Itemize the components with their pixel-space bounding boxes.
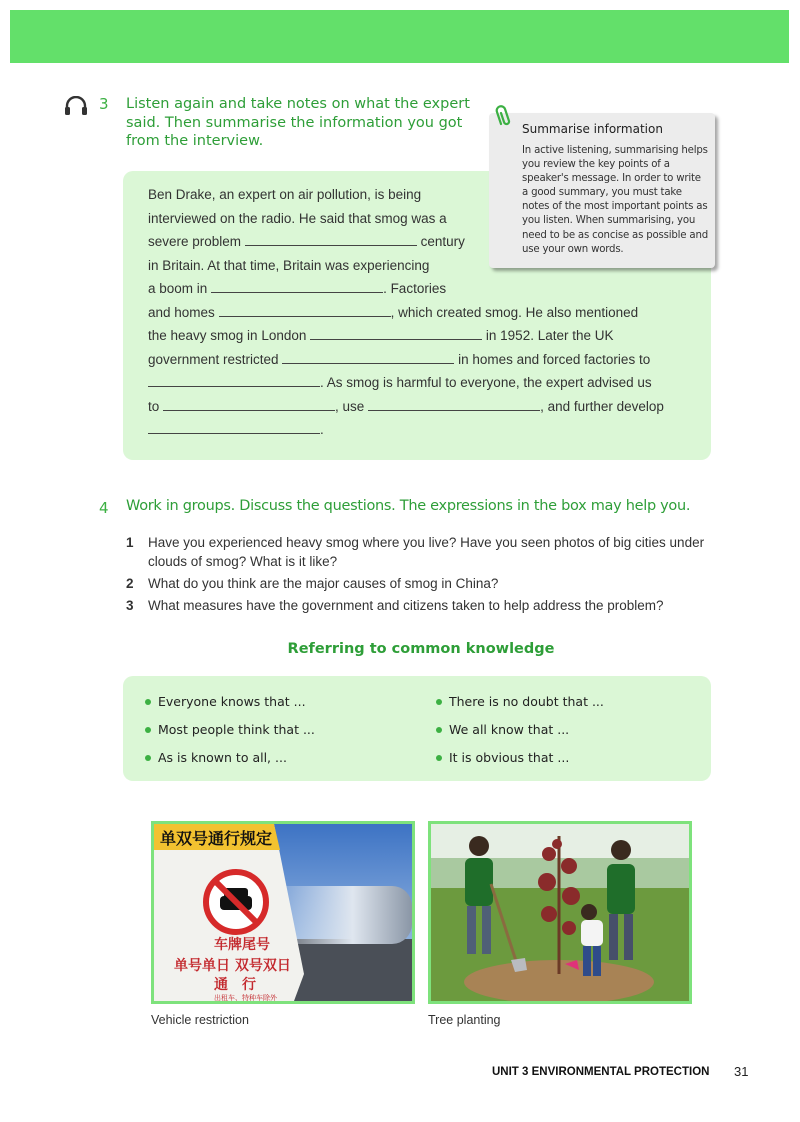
top-color-band: [10, 10, 789, 63]
paragraph-text: in 1952. Later the UK: [485, 328, 614, 343]
tip-body: In active listening, summarising helps you review the key points of a speaker's message. In order to write a good summary, you must take notes of the most important points as you listen. When summarising, you need to be as concise as possible and use your own words.: [522, 145, 708, 255]
question-number: 1: [126, 535, 134, 550]
question-number: 3: [126, 598, 134, 613]
bullet-icon: [145, 727, 151, 733]
paragraph-line: interviewed on the radio. He said that smog was a: [148, 210, 447, 226]
question-text: What measures have the government and citizens taken to help address the problem?: [148, 598, 664, 613]
expression-item: We all know that ...: [436, 722, 569, 737]
expression-item: There is no doubt that ...: [436, 694, 604, 709]
paragraph-text: government restricted: [148, 351, 279, 367]
expression-item: As is known to all, ...: [145, 750, 287, 765]
bullet-icon: [436, 755, 442, 761]
paragraph-text: and homes: [148, 304, 215, 320]
paragraph-text: . As smog is harmful to everyone, the expert advised us: [320, 375, 652, 390]
exercise-4-instruction: Work in groups. Discuss the questions. The expressions in the box may help you.: [126, 498, 691, 514]
bullet-icon: [436, 699, 442, 705]
tip-title: Summarise information: [522, 122, 663, 136]
expression-item: Most people think that ...: [145, 722, 315, 737]
sign-line-text: 车牌尾号: [214, 937, 270, 953]
question-text: Have you experienced heavy smog where you live? Have you seen photos of big cities under clouds of smog? What is it like?: [148, 535, 705, 569]
footer-unit-title: UNIT 3 ENVIRONMENTAL PROTECTION: [492, 1066, 710, 1078]
tip-note: [489, 113, 715, 268]
vehicle-restriction-photo: [151, 821, 415, 1004]
answer-blank[interactable]: [245, 231, 417, 246]
question-item: [126, 533, 718, 571]
paragraph-text: a boom in: [148, 281, 208, 296]
exercise-3-instruction: Listen again and take notes on what the expert said. Then summarise the information you got from the interview.: [126, 96, 470, 149]
paragraph-line: Ben Drake, an expert on air pollution, is being: [148, 187, 422, 202]
tree-planting-photo: [428, 821, 692, 1004]
question-item: [126, 596, 718, 615]
bullet-icon: [145, 699, 151, 705]
answer-blank[interactable]: [148, 372, 320, 387]
question-text: What do you think are the major causes of smog in China?: [148, 576, 499, 591]
expression-item: It is obvious that ...: [436, 750, 569, 765]
sign-line-text: 出租车、特种车除外: [214, 994, 277, 1001]
answer-blank[interactable]: [148, 419, 320, 434]
sign-line-text: 单号单日 双号双日: [174, 958, 291, 974]
paragraph-text: severe problem: [148, 234, 242, 249]
page-number: 31: [734, 1064, 749, 1079]
paragraph-text: to: [148, 398, 160, 414]
sign-line-text: 通 行: [214, 977, 256, 993]
paragraph-text: , and further develop: [540, 398, 664, 414]
answer-blank[interactable]: [310, 325, 482, 340]
expression-item: Everyone knows that ...: [145, 694, 306, 709]
photo-caption: Tree planting: [428, 1013, 501, 1027]
paragraph-text: in homes and forced factories to: [458, 351, 651, 367]
paperclip-icon: [494, 104, 514, 128]
exercise-3-number: 3: [99, 95, 109, 113]
paragraph-line: in Britain. At that time, Britain was experiencing: [148, 257, 430, 273]
paragraph-text: century: [420, 234, 465, 249]
sign-title-text: 单双号通行规定: [160, 829, 273, 848]
headphones-icon: [64, 96, 88, 116]
paragraph-text: the heavy smog in London: [148, 328, 307, 343]
expressions-title: Referring to common knowledge: [287, 641, 555, 657]
answer-blank[interactable]: [219, 302, 391, 317]
paragraph-text: . Factories: [383, 281, 447, 296]
paragraph-text: , use: [335, 398, 365, 414]
paragraph-text: .: [320, 422, 324, 437]
photo-caption: Vehicle restriction: [151, 1013, 249, 1027]
question-number: 2: [126, 576, 134, 591]
exercise-4-number: 4: [99, 499, 109, 517]
answer-blank[interactable]: [282, 349, 454, 364]
answer-blank[interactable]: [163, 396, 335, 411]
paragraph-text: , which created smog. He also mentioned: [390, 304, 639, 320]
answer-blank[interactable]: [368, 396, 540, 411]
bullet-icon: [145, 755, 151, 761]
answer-blank[interactable]: [211, 278, 383, 293]
bullet-icon: [436, 727, 442, 733]
question-item: [126, 574, 718, 593]
